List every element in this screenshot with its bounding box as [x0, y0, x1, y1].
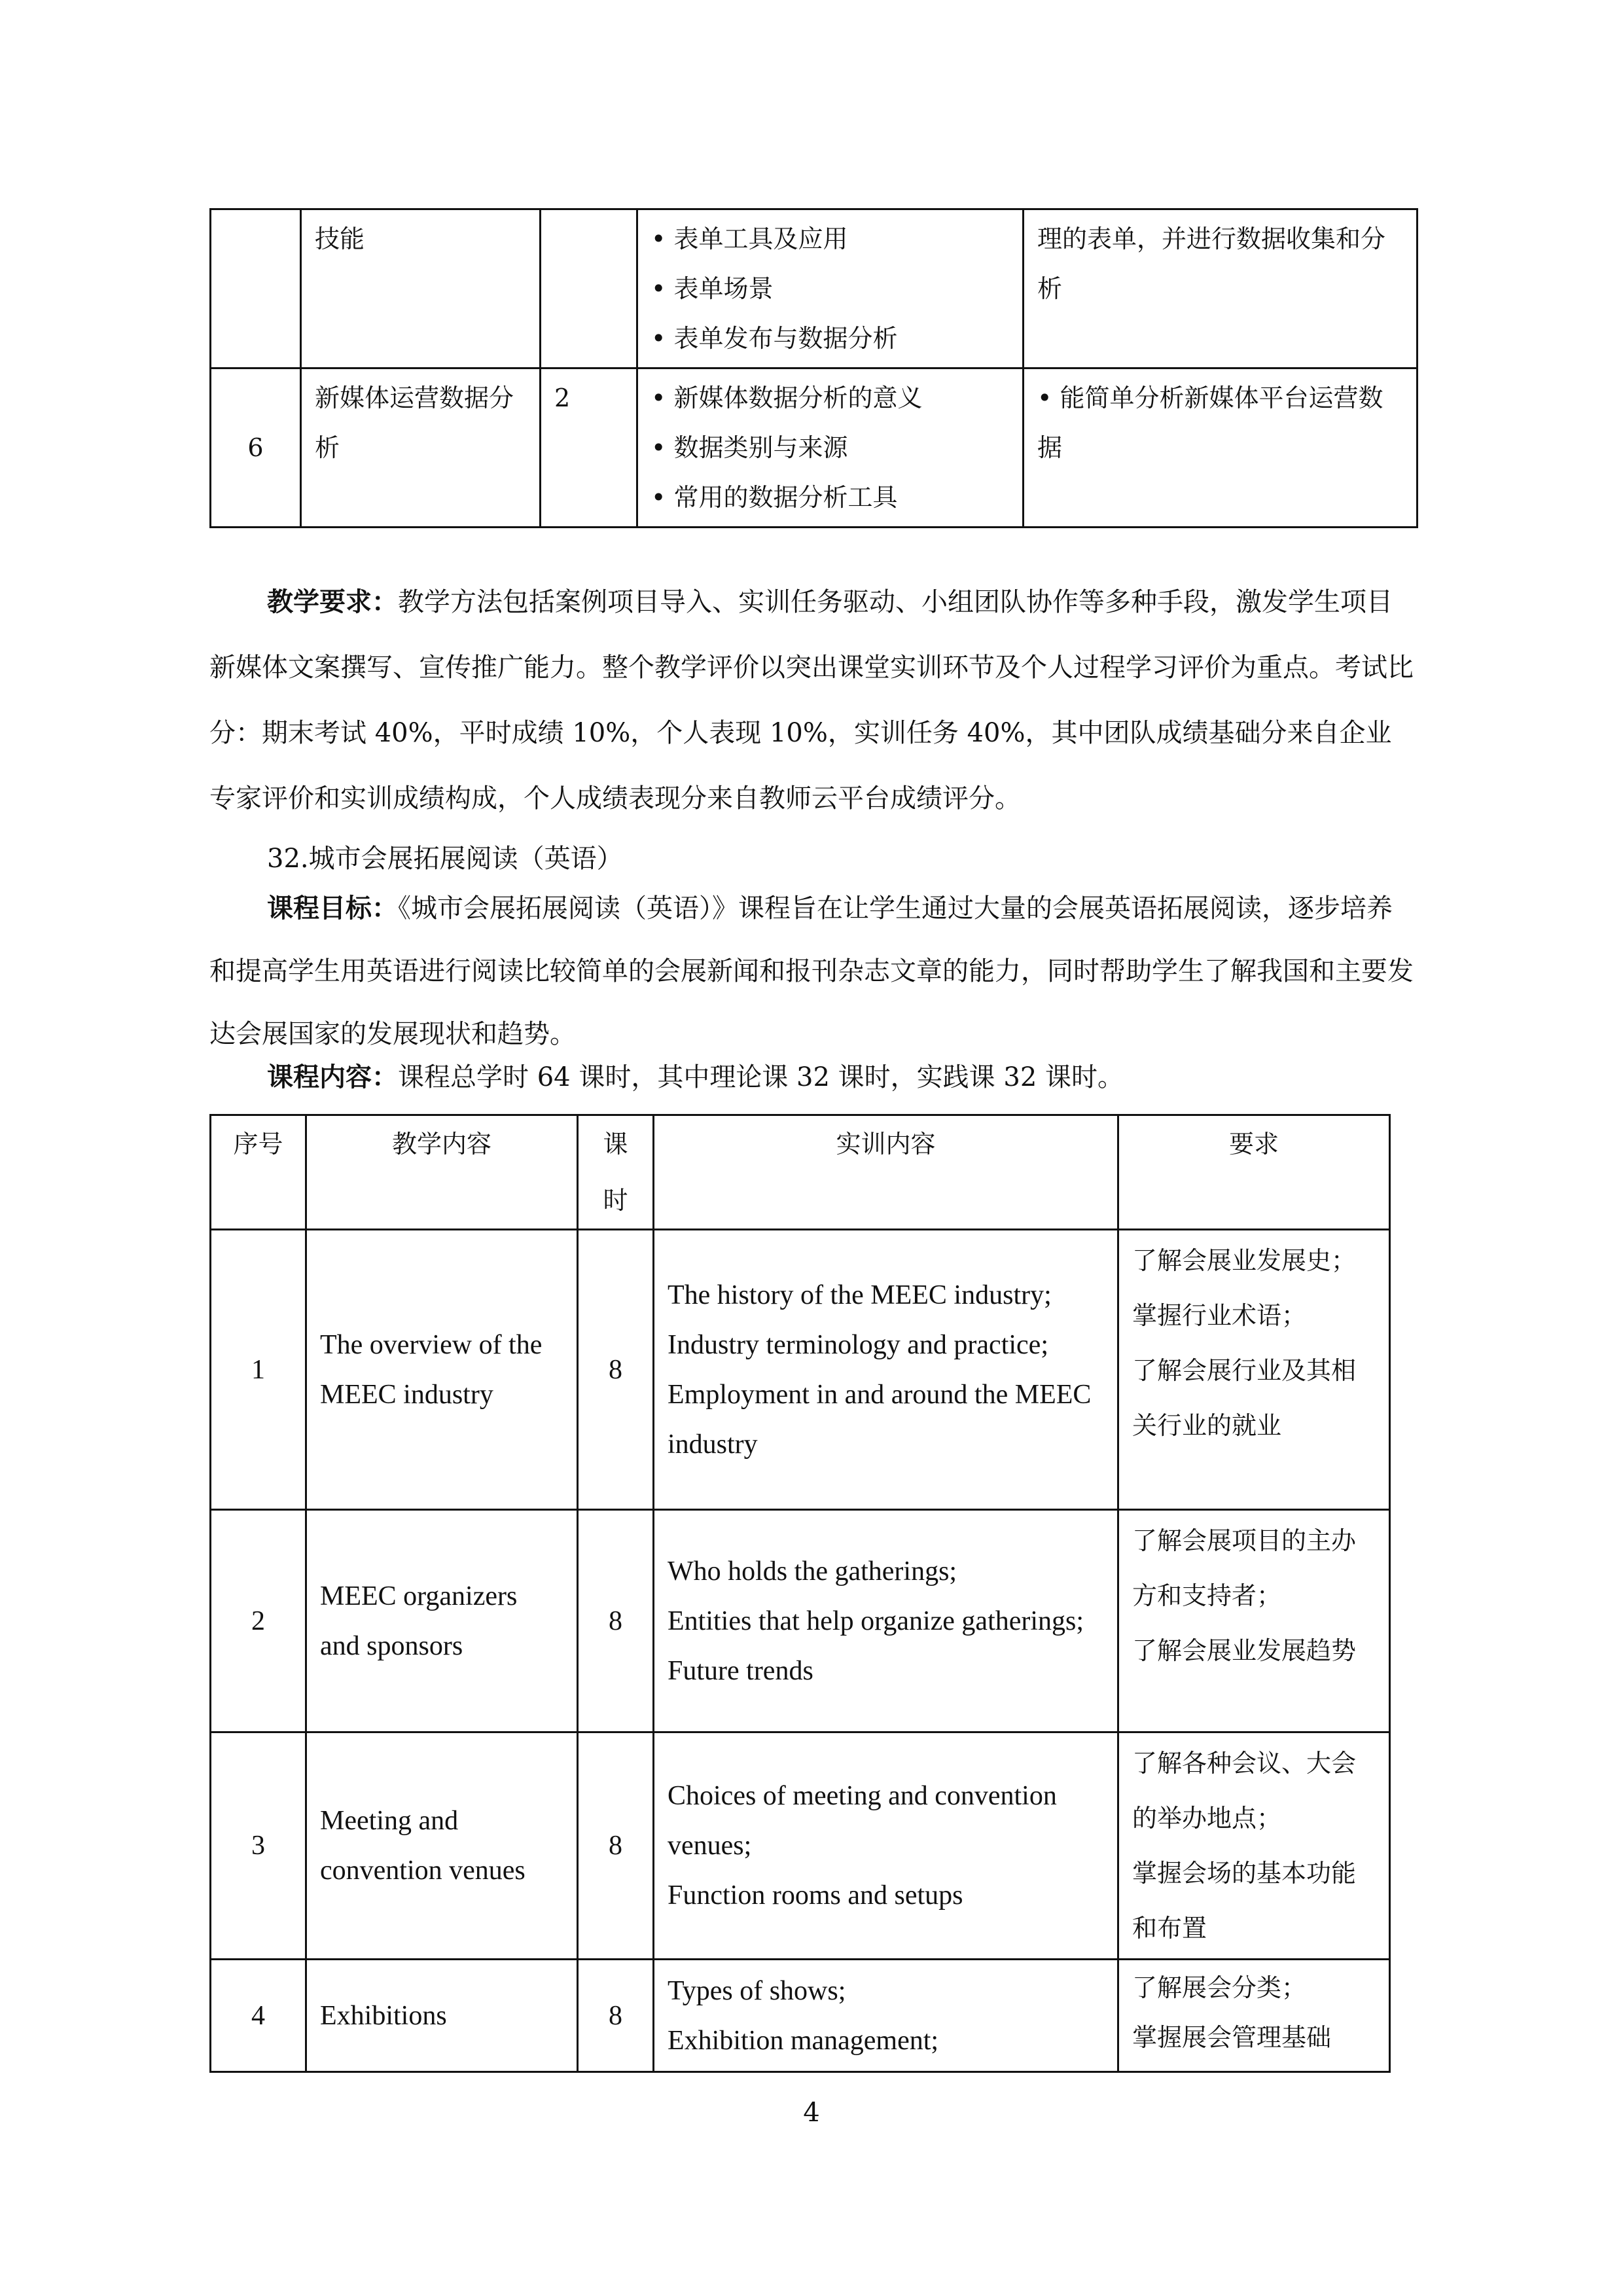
- header-hours: 课时: [578, 1115, 654, 1230]
- requirement-line: 了解会展项目的主办方和支持者；: [1132, 1526, 1357, 1610]
- hours-cell: 8: [578, 1230, 654, 1510]
- index-cell: 1: [211, 1230, 306, 1510]
- header-training: 实训内容: [654, 1115, 1118, 1230]
- training-cell: [654, 1510, 1118, 1732]
- requirement-cell: 理的表单，并进行数据收集和分析: [1024, 209, 1418, 368]
- requirement-line: 了解展会分类；: [1132, 1973, 1307, 2002]
- training-line: Employment in and around the MEEC industry: [668, 1379, 1092, 1460]
- teaching-cell: The overview of the MEEC industry: [306, 1230, 578, 1510]
- requirement-line: 掌握行业术语；: [1132, 1301, 1307, 1330]
- training-line: Exhibition management;: [668, 2025, 939, 2056]
- teaching-requirement-label: 教学要求：: [267, 586, 398, 617]
- training-cell: [654, 1230, 1118, 1510]
- index-cell: 4: [211, 1960, 306, 2072]
- course-content-table: [209, 1114, 1391, 2073]
- index-cell: 2: [211, 1510, 306, 1732]
- training-line: Entities that help organize gatherings;: [668, 1605, 1084, 1636]
- name-cell: 新媒体运营数据分析: [301, 368, 541, 528]
- table-row: [211, 1732, 1390, 1960]
- course-goal-paragraph: [209, 877, 1416, 1066]
- header-requirement: 要求: [1118, 1115, 1390, 1230]
- requirement-cell: • 能简单分析新媒体平台运营数据: [1024, 368, 1418, 528]
- training-cell: [654, 1732, 1118, 1960]
- teaching-cell: MEEC organizers and sponsors: [306, 1510, 578, 1732]
- index-cell: 6: [211, 368, 301, 528]
- list-item: • 数据类别与来源: [651, 423, 1009, 473]
- training-line: Industry terminology and practice;: [668, 1329, 1048, 1360]
- course-heading: 32.城市会展拓展阅读（英语）: [267, 844, 623, 874]
- course-goal-label: 课程目标：: [267, 893, 398, 924]
- training-line: The history of the MEEC industry;: [668, 1280, 1052, 1310]
- hours-cell: 8: [578, 1960, 654, 2072]
- list-item: • 表单场景: [651, 264, 1009, 314]
- table-row: [211, 368, 1418, 528]
- course-content-label: 课程内容：: [267, 1062, 398, 1092]
- list-item: • 新媒体数据分析的意义: [651, 373, 1009, 423]
- hours-cell: 8: [578, 1732, 654, 1960]
- table-row: [211, 1510, 1390, 1732]
- course-content-paragraph: [209, 1045, 1416, 1110]
- list-item: • 常用的数据分析工具: [651, 473, 1009, 522]
- requirement-line: 了解会展行业及其相关行业的就业: [1132, 1356, 1357, 1440]
- course-goal-text: 《城市会展拓展阅读（英语）》课程旨在让学生通过大量的会展英语拓展阅读，逐步培养和提高学生用英语进行阅读比较简单的会展新闻和报刊杂志文章的能力，同时帮助学生了解我国和主要发达会展国家的发展现状和趋势。: [209, 893, 1414, 1049]
- table-row: [211, 1230, 1390, 1510]
- requirement-line: 掌握会场的基本功能和布置: [1132, 1859, 1357, 1943]
- table-row: [211, 1960, 1390, 2072]
- teaching-cell: Meeting and convention venues: [306, 1732, 578, 1960]
- hours-cell: [541, 209, 637, 368]
- requirement-cell: [1118, 1510, 1390, 1732]
- requirement-cell: [1118, 1960, 1390, 2072]
- requirement-line: 掌握展会管理基础: [1132, 2023, 1332, 2052]
- table-header-row: [211, 1115, 1390, 1230]
- table-row: [211, 209, 1418, 368]
- hours-cell: 2: [541, 368, 637, 528]
- requirement-line: 了解各种会议、大会的举办地点；: [1132, 1749, 1357, 1833]
- training-line: Choices of meeting and convention venues;: [668, 1781, 1057, 1861]
- list-item: • 表单发布与数据分析: [651, 314, 1009, 363]
- requirement-cell: [1118, 1732, 1390, 1960]
- teaching-cell: Exhibitions: [306, 1960, 578, 2072]
- index-cell: [211, 209, 301, 368]
- top-course-table: [209, 208, 1418, 528]
- requirement-cell: [1118, 1230, 1390, 1510]
- training-line: Types of shows;: [668, 1975, 846, 2006]
- course-content-text: 课程总学时 64 课时，其中理论课 32 课时，实践课 32 课时。: [398, 1062, 1124, 1092]
- training-line: Function rooms and setups: [668, 1880, 963, 1910]
- header-index: 序号: [211, 1115, 306, 1230]
- name-cell: 技能: [301, 209, 541, 368]
- training-line: Future trends: [668, 1655, 813, 1686]
- training-line: Who holds the gatherings;: [668, 1556, 957, 1587]
- page-number: 4: [803, 2098, 820, 2128]
- teaching-requirement-text: 教学方法包括案例项目导入、实训任务驱动、小组团队协作等多种手段，激发学生项目新媒体文案撰写、宣传推广能力。整个教学评价以突出课堂实训环节及个人过程学习评价为重点。考试比分：期末考试 40%，平时成绩 10%，个人表现 10%，实训任务 40%，其中团队成绩基础分来自企业专家评价和实训成绩构成，个人成绩表现分来自教师云平台成绩评分。: [209, 587, 1414, 814]
- header-teaching: 教学内容: [306, 1115, 578, 1230]
- training-cell: [654, 1960, 1118, 2072]
- hours-cell: 8: [578, 1510, 654, 1732]
- content-cell: [637, 209, 1024, 368]
- index-cell: 3: [211, 1732, 306, 1960]
- requirement-line: 了解会展业发展趋势: [1132, 1636, 1357, 1665]
- teaching-requirement-paragraph: [209, 569, 1416, 831]
- content-cell: [637, 368, 1024, 528]
- list-item: • 表单工具及应用: [651, 214, 1009, 264]
- requirement-line: 了解会展业发展史；: [1132, 1246, 1357, 1275]
